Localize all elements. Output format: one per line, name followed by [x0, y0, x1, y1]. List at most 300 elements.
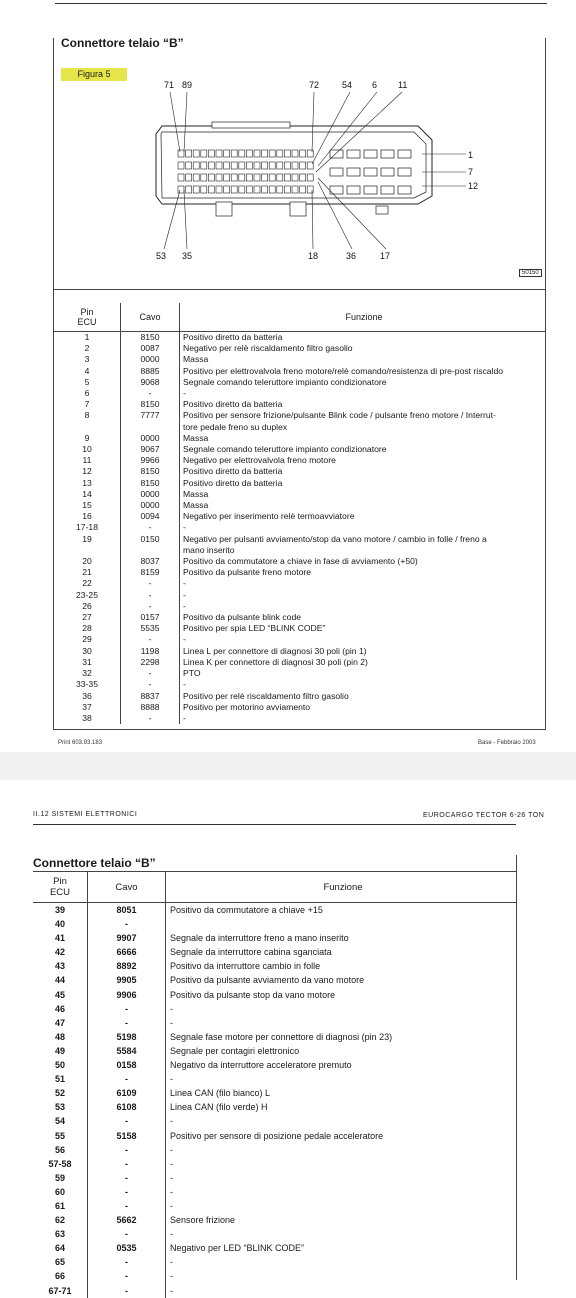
section-title-2: Connettore telaio “B” — [33, 856, 156, 870]
cell-funzione: - — [170, 1186, 173, 1197]
cell-funzione: Massa — [183, 354, 209, 365]
cell-funzione: Positivo da interruttore cambio in folle — [170, 961, 321, 972]
pin-cavity-large — [364, 186, 377, 194]
cell-funzione: - — [170, 1144, 173, 1155]
footer-right: Base - Febbraio 2003 — [478, 740, 536, 746]
pin-cavity-large — [381, 150, 394, 158]
pin-cavity — [277, 150, 283, 157]
pin-table-2 — [33, 871, 516, 1298]
figure-label: Figura 5 — [61, 68, 127, 81]
cell-cavo: - — [121, 388, 180, 399]
pin-cavity — [193, 162, 199, 169]
cell-cavo: - — [121, 668, 180, 679]
cell-pin: 4 — [54, 366, 121, 377]
cell-funzione: Positivo per elettrovalvola freno motore/relè comando/resistenza di pre-post riscaldo — [183, 365, 504, 376]
pin-callout-bottom: 35 — [182, 251, 193, 261]
cell-funzione: Segnale per contagiri elettronico — [170, 1045, 300, 1056]
pin-cavity — [216, 186, 222, 193]
cell-funzione — [166, 917, 517, 931]
cell-pin: 50 — [33, 1058, 88, 1072]
cell-funzione: - — [183, 712, 186, 723]
cell-pin: 53 — [33, 1100, 88, 1114]
pin-cavity — [246, 186, 252, 193]
cell-pin: 63 — [33, 1227, 88, 1241]
page-header-rule — [33, 824, 516, 825]
cell-cavo: 8150 — [121, 332, 180, 344]
cell-funzione: - — [170, 1116, 173, 1127]
pin-cavity — [269, 162, 275, 169]
pin-cavity — [269, 174, 275, 181]
pin-cavity — [292, 150, 298, 157]
pin-cavity-large — [398, 168, 411, 176]
cell-cavo: 0000 — [121, 433, 180, 444]
table-row — [33, 959, 516, 973]
cell-pin: 31 — [54, 657, 121, 668]
pin-cavity — [254, 174, 260, 181]
pin-callout-top: 89 — [182, 80, 193, 90]
pin-cavity — [284, 186, 290, 193]
table-row — [54, 623, 545, 634]
cell-pin: 12 — [54, 466, 121, 477]
cell-funzione: - — [183, 522, 186, 533]
pin-cavity — [246, 150, 252, 157]
header-funzione: Funzione — [180, 303, 546, 332]
cell-cavo: - — [121, 713, 180, 724]
pin-cavity-large — [347, 168, 360, 176]
cell-pin: 37 — [54, 702, 121, 713]
table-row — [54, 646, 545, 657]
cell-funzione: Massa — [183, 432, 209, 443]
cell-funzione: - — [170, 1172, 173, 1183]
cell-pin: 3 — [54, 354, 121, 365]
cell-funzione: Positivo da commutatore a chiave +15 — [170, 905, 323, 915]
pin-cavity-large — [381, 186, 394, 194]
pin-callout-bottom: 18 — [308, 251, 319, 261]
cell-cavo: - — [88, 1002, 166, 1016]
table-row — [33, 1185, 516, 1199]
pin-cavity — [186, 186, 192, 193]
table-row — [54, 578, 545, 589]
pin-cavity — [193, 150, 199, 157]
pin-cavity-large — [398, 150, 411, 158]
cell-cavo: 8150 — [121, 399, 180, 410]
table-row — [33, 1086, 516, 1100]
cell-funzione: Positivo da pulsante stop da vano motore — [170, 989, 336, 1000]
pin-callout-bottom: 53 — [156, 251, 167, 261]
cell-pin: 36 — [54, 691, 121, 702]
connector-diagram — [140, 74, 490, 264]
cell-pin: 15 — [54, 500, 121, 511]
cell-funzione: Negativo da interruttore acceleratore premuto — [170, 1060, 352, 1071]
table-row — [54, 679, 545, 690]
cell-pin: 33-35 — [54, 679, 121, 690]
cell-pin: 10 — [54, 444, 121, 455]
cell-cavo: 0150 — [121, 534, 180, 556]
pin-cavity — [262, 186, 268, 193]
page-header-right: EUROCARGO TECTOR 6-26 TON — [423, 812, 545, 819]
cell-funzione: Positivo per spia LED “BLINK CODE” — [183, 623, 326, 634]
cell-pin: 41 — [33, 931, 88, 945]
cell-pin: 14 — [54, 489, 121, 500]
pin-cavity-large — [364, 150, 377, 158]
pin-cavity — [224, 174, 230, 181]
cell-pin: 64 — [33, 1241, 88, 1255]
cell-cavo: 8037 — [121, 556, 180, 567]
pin-cavity — [269, 150, 275, 157]
pin-cavity — [284, 174, 290, 181]
cell-funzione: Linea CAN (filo bianco) L — [170, 1088, 271, 1099]
header-cavo-2: Cavo — [88, 872, 166, 903]
cell-pin: 59 — [33, 1171, 88, 1185]
cell-pin: 29 — [54, 634, 121, 645]
table-row — [33, 1199, 516, 1213]
table-row — [33, 1030, 516, 1044]
pin-cavity — [178, 162, 184, 169]
pin-callout-right: 7 — [468, 167, 474, 177]
cell-cavo: - — [88, 917, 166, 931]
pin-cavity — [186, 150, 192, 157]
cell-funzione: Positivo da pulsante avviamento da vano motore — [170, 975, 365, 986]
cell-cavo: - — [88, 1269, 166, 1283]
pin-callout-bottom: 36 — [346, 251, 357, 261]
pin-callout-top: 6 — [372, 80, 378, 90]
table-row — [54, 522, 545, 533]
table-row — [33, 1171, 516, 1185]
cell-funzione: Linea K per connettore di diagnosi 30 poli (pin 2) — [183, 656, 368, 667]
cell-pin: 38 — [54, 713, 121, 724]
cell-funzione: Positivo per relè riscaldamento filtro gasolio — [183, 690, 349, 701]
table-row — [33, 1241, 516, 1255]
table-row — [54, 489, 545, 500]
leader-line — [312, 92, 314, 152]
page-header-left: II.12 SISTEMI ELETTRONICI — [33, 811, 138, 818]
table-row — [54, 410, 545, 432]
cell-funzione: Positivo diretto da batteria — [183, 399, 283, 410]
cell-funzione: Negativo per elettrovalvola freno motore — [183, 455, 336, 466]
cell-cavo: 9966 — [121, 455, 180, 466]
pin-cavity — [292, 174, 298, 181]
cell-funzione: Linea CAN (filo verde) H — [170, 1102, 268, 1113]
pin-cavity — [231, 150, 237, 157]
table-row — [33, 1213, 516, 1227]
cell-cavo: 0094 — [121, 511, 180, 522]
pin-cavity — [208, 174, 214, 181]
cell-cavo: 8150 — [121, 478, 180, 489]
table-row — [54, 567, 545, 578]
cell-pin: 7 — [54, 399, 121, 410]
cell-pin: 13 — [54, 478, 121, 489]
cell-funzione: - — [170, 1285, 173, 1296]
cell-cavo: - — [88, 1072, 166, 1086]
pin-cavity — [231, 162, 237, 169]
cell-funzione: Sensore frizione — [170, 1215, 236, 1226]
figure-code: 50150 — [519, 269, 542, 277]
pin-cavity — [193, 174, 199, 181]
pin-cavity-large — [347, 150, 360, 158]
cell-funzione: - — [183, 600, 186, 611]
cell-pin: 61 — [33, 1199, 88, 1213]
pin-cavity — [300, 174, 306, 181]
cell-funzione: Negativo per inserimento relè termoavviatore — [183, 511, 355, 522]
pin-callout-right: 12 — [468, 181, 479, 191]
cell-pin: 62 — [33, 1213, 88, 1227]
cell-pin: 16 — [54, 511, 121, 522]
pin-cavity — [254, 150, 260, 157]
table-row — [54, 366, 545, 377]
cell-cavo: 9905 — [88, 973, 166, 987]
table-row — [54, 691, 545, 702]
cell-cavo: - — [88, 1016, 166, 1030]
cell-cavo: 8051 — [88, 903, 166, 918]
cell-cavo: - — [88, 1114, 166, 1128]
table-row — [33, 1227, 516, 1241]
table-row — [33, 917, 516, 931]
cell-funzione: - — [170, 1017, 173, 1028]
table-row — [33, 1058, 516, 1072]
table-row — [33, 1114, 516, 1128]
cell-cavo: - — [88, 1227, 166, 1241]
cell-pin: 26 — [54, 601, 121, 612]
pin-cavity — [178, 150, 184, 157]
cell-pin: 28 — [54, 623, 121, 634]
pin-cavity — [277, 174, 283, 181]
table-row — [33, 1255, 516, 1269]
pin-callout-right: 1 — [468, 150, 474, 160]
cell-funzione: Segnale fase motore per connettore di diagnosi (pin 23) — [170, 1031, 393, 1042]
cell-pin: 45 — [33, 988, 88, 1002]
table-row — [54, 634, 545, 645]
table-row — [33, 1284, 516, 1298]
pin-cavity — [239, 150, 245, 157]
cell-cavo: 6108 — [88, 1100, 166, 1114]
cell-cavo: - — [88, 1185, 166, 1199]
frame-right-rule-2 — [516, 855, 517, 1280]
cell-funzione: - — [170, 1257, 173, 1268]
cell-funzione: PTO — [183, 668, 201, 679]
cell-pin: 21 — [54, 567, 121, 578]
cell-funzione: Negativo per pulsanti avviamento/stop da vano motore / cambio in folle / freno a mano inserito — [183, 533, 487, 555]
pin-cavity — [208, 186, 214, 193]
pin-cavity — [284, 162, 290, 169]
pin-cavity — [231, 174, 237, 181]
pin-cavity-large — [398, 186, 411, 194]
cell-funzione: Massa — [183, 488, 209, 499]
cell-pin: 22 — [54, 578, 121, 589]
header-pin-2: Pin ECU — [33, 872, 88, 903]
pin-cavity — [292, 162, 298, 169]
cell-pin: 49 — [33, 1044, 88, 1058]
cell-cavo: 5584 — [88, 1044, 166, 1058]
table-row — [33, 1157, 516, 1171]
cell-funzione: Linea L per connettore di diagnosi 30 poli (pin 1) — [183, 645, 367, 656]
cell-pin: 30 — [54, 646, 121, 657]
table-row — [33, 988, 516, 1002]
pin-cavity — [300, 162, 306, 169]
cell-pin: 54 — [33, 1114, 88, 1128]
table-row — [54, 668, 545, 679]
cell-funzione: Positivo per sensore frizione/pulsante Blink code / pulsante freno motore / Interrut- tore pedale freno su duplex — [183, 410, 496, 432]
pin-callout-top: 72 — [309, 80, 320, 90]
cell-funzione: - — [170, 1229, 173, 1240]
table-row — [33, 1129, 516, 1143]
table-row — [54, 455, 545, 466]
cell-pin: 55 — [33, 1129, 88, 1143]
cell-cavo: 8892 — [88, 959, 166, 973]
table-row — [54, 612, 545, 623]
pin-cavity-large — [381, 168, 394, 176]
pin-cavity — [178, 186, 184, 193]
cell-cavo: - — [121, 634, 180, 645]
pin-cavity — [262, 174, 268, 181]
cell-pin: 60 — [33, 1185, 88, 1199]
table-row — [54, 399, 545, 410]
pin-cavity — [246, 162, 252, 169]
cell-cavo: - — [121, 601, 180, 612]
table-row — [54, 466, 545, 477]
table-row — [54, 332, 545, 344]
leader-line — [184, 92, 187, 152]
cell-funzione: - — [170, 1271, 173, 1282]
cell-pin: 5 — [54, 377, 121, 388]
pin-cavity — [216, 174, 222, 181]
cell-pin: 2 — [54, 343, 121, 354]
pin-cavity-large — [330, 168, 343, 176]
table-row — [54, 478, 545, 489]
cell-cavo: 0158 — [88, 1058, 166, 1072]
cell-funzione: Segnale da interruttore freno a mano inserito — [170, 933, 349, 944]
cell-cavo: 5158 — [88, 1129, 166, 1143]
pin-cavity — [201, 162, 207, 169]
pin-cavity — [224, 150, 230, 157]
table-row — [54, 601, 545, 612]
table-row — [54, 377, 545, 388]
cell-pin: 46 — [33, 1002, 88, 1016]
pin-callout-top: 54 — [342, 80, 353, 90]
cell-cavo: - — [88, 1171, 166, 1185]
pin-cavity — [201, 186, 207, 193]
cell-pin: 52 — [33, 1086, 88, 1100]
pin-cavity-large — [347, 186, 360, 194]
cell-funzione: Segnale da interruttore cabina sganciata — [170, 947, 332, 958]
pin-cavity — [269, 186, 275, 193]
cell-pin: 27 — [54, 612, 121, 623]
pin-cavity — [277, 186, 283, 193]
leader-line — [170, 92, 180, 152]
pin-cavity — [186, 162, 192, 169]
pin-cavity — [277, 162, 283, 169]
cell-funzione: Positivo da commutatore a chiave in fase di avviamento (+50) — [183, 556, 418, 567]
pin-cavity — [239, 162, 245, 169]
cell-cavo: 9907 — [88, 931, 166, 945]
cell-pin: 39 — [33, 903, 88, 918]
pin-cavity — [178, 174, 184, 181]
cell-funzione: Massa — [183, 500, 209, 511]
cell-funzione: Segnale comando teleruttore impianto condizionatore — [183, 444, 387, 455]
cell-cavo: - — [121, 679, 180, 690]
cell-cavo: 9067 — [121, 444, 180, 455]
cell-pin: 32 — [54, 668, 121, 679]
pin-callout-top: 11 — [398, 80, 408, 90]
cell-cavo: 5535 — [121, 623, 180, 634]
cell-cavo: 0157 — [121, 612, 180, 623]
table-row — [54, 534, 545, 556]
cell-pin: 56 — [33, 1143, 88, 1157]
cell-pin: 47 — [33, 1016, 88, 1030]
pin-callout-top: 71 — [164, 80, 175, 90]
cell-funzione: - — [183, 679, 186, 690]
leader-line — [318, 92, 377, 166]
cell-cavo: 9906 — [88, 988, 166, 1002]
cell-pin: 6 — [54, 388, 121, 399]
cell-cavo: 6109 — [88, 1086, 166, 1100]
cell-cavo: - — [88, 1284, 166, 1298]
table-row — [33, 1269, 516, 1283]
cell-cavo: 2298 — [121, 657, 180, 668]
table-row — [33, 1002, 516, 1016]
table-row — [33, 945, 516, 959]
pin-callouts-bottom — [156, 251, 390, 261]
cell-cavo: 0000 — [121, 500, 180, 511]
pin-cavity — [254, 186, 260, 193]
cell-funzione: - — [183, 589, 186, 600]
cell-funzione: - — [170, 1158, 173, 1169]
cell-pin: 67-71 — [33, 1284, 88, 1298]
pin-cavity — [246, 174, 252, 181]
cell-cavo: - — [121, 590, 180, 601]
table-row — [54, 713, 545, 724]
pin-cavity-large — [364, 168, 377, 176]
leader-line — [184, 190, 187, 249]
table-row — [33, 1100, 516, 1114]
table-row — [54, 590, 545, 601]
cell-cavo: - — [121, 578, 180, 589]
cell-pin: 40 — [33, 917, 88, 931]
table-row — [33, 973, 516, 987]
cell-funzione: - — [183, 578, 186, 589]
cell-funzione: Positivo diretto da batteria — [183, 332, 283, 342]
pin-callouts-right — [468, 150, 478, 191]
cell-cavo: 5662 — [88, 1213, 166, 1227]
cell-funzione: Segnale comando teleruttore impianto condizionatore — [183, 376, 387, 387]
cell-cavo: 6666 — [88, 945, 166, 959]
cell-cavo: - — [88, 1157, 166, 1171]
cell-cavo: 8885 — [121, 366, 180, 377]
frame-right-rule — [545, 38, 546, 730]
cell-funzione: Positivo da pulsante freno motore — [183, 567, 312, 578]
header-funzione-2: Funzione — [166, 872, 517, 903]
pin-cavity — [193, 186, 199, 193]
table-row — [33, 903, 516, 918]
cell-cavo: 5198 — [88, 1030, 166, 1044]
pin-cavity — [239, 174, 245, 181]
pin-cavity — [284, 150, 290, 157]
pin-cavity — [262, 150, 268, 157]
table-row — [54, 511, 545, 522]
pin-grid — [178, 150, 411, 194]
cell-cavo: 7777 — [121, 410, 180, 432]
cell-pin: 9 — [54, 433, 121, 444]
page-top-rule — [55, 3, 547, 4]
pin-cavity — [254, 162, 260, 169]
cell-pin: 48 — [33, 1030, 88, 1044]
table-bottom-rule — [54, 729, 545, 730]
section-title: Connettore telaio “B” — [61, 36, 184, 50]
cell-funzione: Negativo per relè riscaldamento filtro gasolio — [183, 343, 353, 354]
table-row — [54, 657, 545, 668]
leader-line — [312, 92, 350, 164]
table-row — [33, 1072, 516, 1086]
cell-cavo: 8150 — [121, 466, 180, 477]
